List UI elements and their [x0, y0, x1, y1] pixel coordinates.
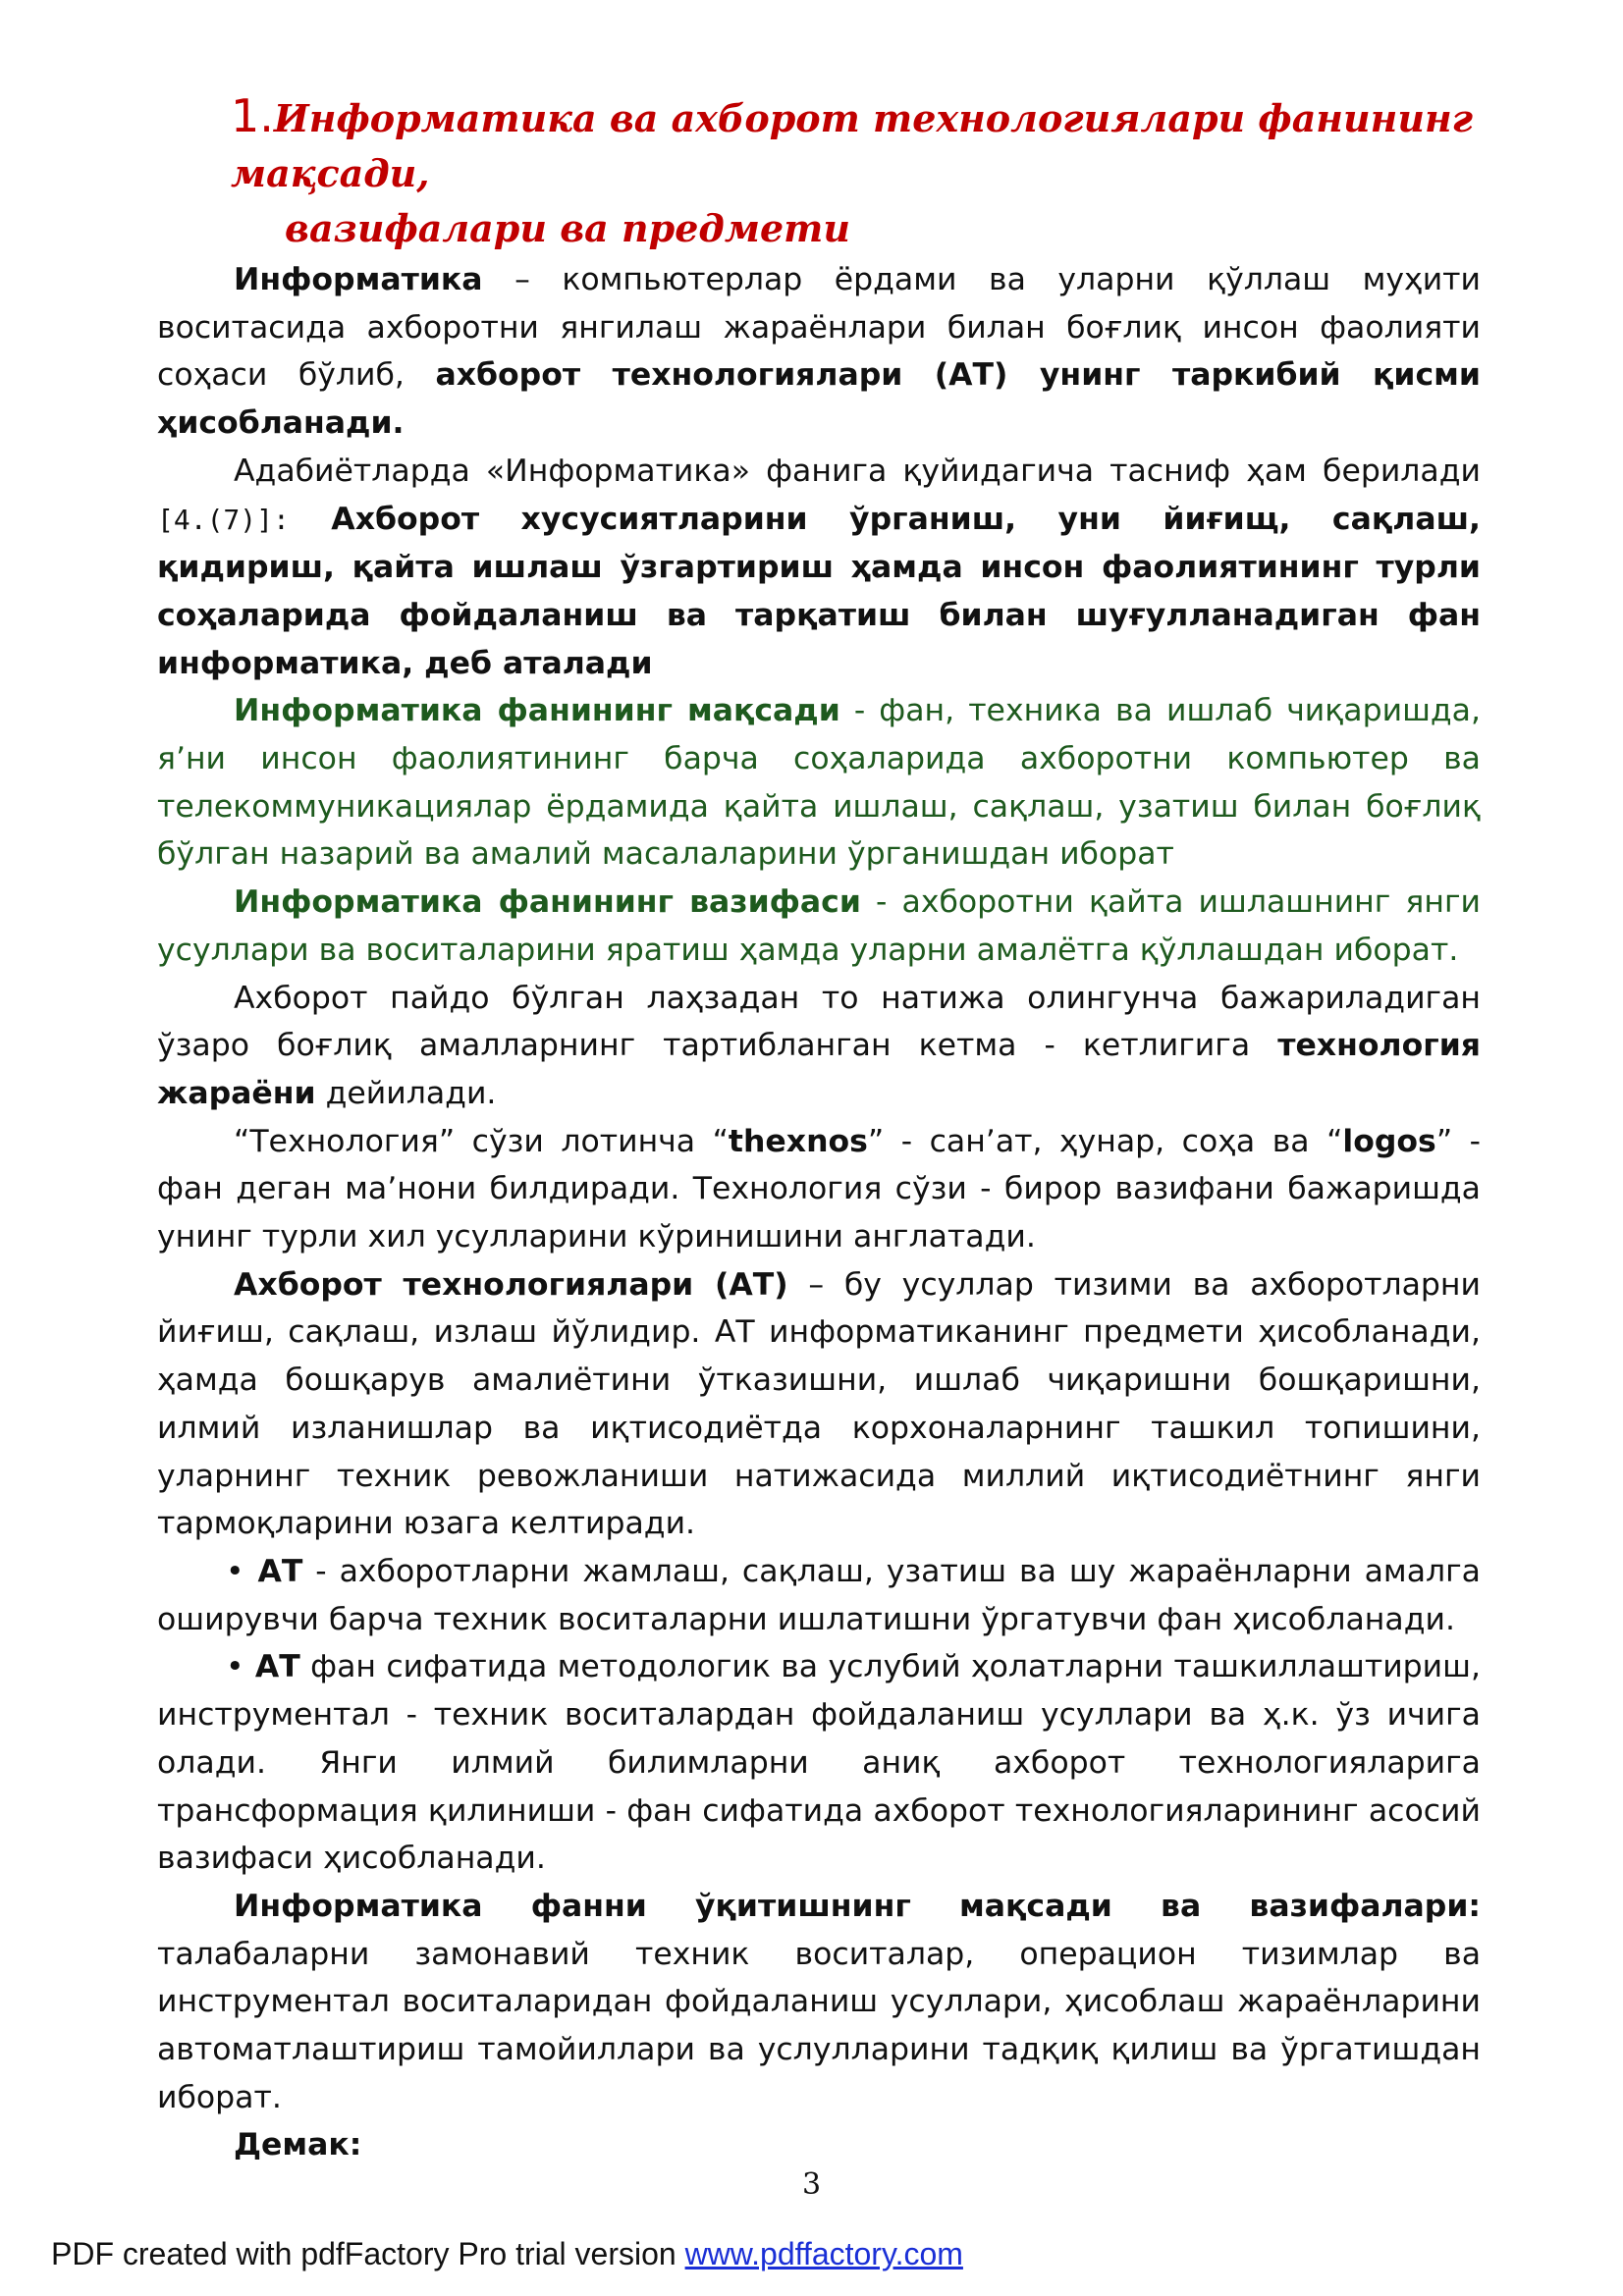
bullet-item-2: [157, 1643, 1481, 1883]
text: - ахборотларни жамлаш, сақлаш, узатиш ва шу жараёнларни амалга оширувчи барча техник воситаларни ишлатишни ўргатувчи фан ҳисобланади.: [157, 1553, 1481, 1637]
section-heading: [157, 88, 1481, 256]
heading-line-2: вазифалари ва предмети: [285, 206, 850, 250]
term-informatika: Информатика: [234, 262, 483, 297]
term-it: Ахборот технологиялари (АТ): [234, 1266, 788, 1303]
text: Адабиётларда «Информатика» фанига қуйидагича тасниф ҳам берилади: [234, 453, 1481, 489]
paragraph-process: [157, 975, 1481, 1118]
heading-line-1: [157, 88, 1481, 201]
text: – компьютерлар ёрдами ва уларни қўллаш муҳити воситасида ахборотни янгилаш жараёнлари билан боғлиқ инсон фаолияти соҳаси бўлиб,: [157, 262, 1481, 394]
bold-text: ахборот технологиялари (АТ) унинг таркибий қисми ҳисобланади.: [157, 357, 1481, 442]
paragraph-goal: [157, 687, 1481, 879]
bullet-item-1: [157, 1548, 1481, 1643]
text: фан сифатида методологик ва услубий ҳолатларни ташкиллаштириш, инструментал - техник воситалардан фойдаланиш усуллари ва ҳ.к. ўз ичига олади. Янги илмий билимларни аниқ ахборот технологияларига трансформация қилиниши - фан сифатида ахборот технологияларининг асосий вазифаси ҳисобланади.: [157, 1649, 1481, 1877]
page-number: 3: [801, 2167, 822, 2202]
text: ” - фан деган ма’нони билдиради. Технология сўзи - бирор вазифани бажаришда унинг турли хил усулларини кўринишини англатади.: [157, 1123, 1482, 1255]
text: талабаларни замонавий техник воситалар, операцион тизимлар ва инструментал воситаларидан фойдаланиш усуллари, ҳисоблаш жараёнларини автоматлаштириш тамойиллари ва услулларини тадқиқ қилиш ва ўргатишдан иборат.: [157, 1936, 1481, 2115]
paragraph-classification: [157, 448, 1481, 688]
paragraph-it: [157, 1261, 1481, 1548]
term-process: технология жараёни: [157, 1028, 1481, 1111]
bullet-icon: •: [226, 1553, 244, 1589]
paragraph-teaching-goals: [157, 1883, 1481, 2122]
heading-number: 1.: [231, 89, 274, 142]
term-conclusion: Демак:: [234, 2127, 362, 2163]
term-task: Информатика фанининг вазифаси: [234, 884, 861, 921]
bold-text: Ахборот хусусиятларини ўрганиш, уни йиғищ, сақлаш, қидириш, қайта ишлаш ўзгартириш ҳамда инсон фаолиятининг турли соҳаларида фойдаланиш ва тарқатиш билан шуғулланадиган фан информатика, деб аталади: [157, 501, 1481, 681]
term-goal: Информатика фанининг мақсади: [234, 693, 840, 729]
document-page: [157, 88, 1481, 2169]
text: – бу усуллар тизими ва ахборотларни йиғиш, сақлаш, излаш йўлидир. АТ информатиканинг предмети ҳисобланади, ҳамда бошқарув амалиётини ўтказишни, ишлаб чиқаришни бошқаришни, илмий изланишлар ва иқтисодиётда корхоналарнинг ташкил топишини, уларнинг техник ревожланиши натижасида миллий иқтисодиётнинг янги тармоқларини юзага келтиради.: [157, 1266, 1481, 1542]
pdf-footer: [51, 2236, 963, 2272]
text: - фан, техника ва ишлаб чиқаришда, я’ни инсон фаолиятининг барча соҳаларида ахборотни компьютер ва телекоммуникациялар ёрдамида қайта ишлаш, сақлаш, узатиш билан боғлиқ бўлган назарий ва амалий масалаларини ўрганишдан иборат: [157, 693, 1481, 873]
term-teaching-goals: Информатика фанни ўқитишнинг мақсади ва вазифалари:: [234, 1888, 1481, 1924]
footer-text: PDF created with pdfFactory Pro trial version: [51, 2236, 685, 2271]
text: - ахборотни қайта ишлашнинг янги усуллари ва воситаларини яратиш ҳамда уларни амалётга қўллашдан иборат.: [157, 884, 1482, 968]
bullet-icon: •: [226, 1649, 244, 1685]
heading-text-1: Информатика ва ахборот технологиялари фанининг мақсади,: [231, 96, 1474, 195]
bold-text: АТ: [243, 1649, 300, 1685]
text: дейилади.: [315, 1075, 497, 1111]
paragraph-definition: [157, 256, 1481, 448]
text: “Технология” сўзи лотинча “: [234, 1123, 729, 1159]
reference: [4.(7)]:: [157, 503, 290, 536]
text: ” - сан’ат, ҳунар, соҳа ва “: [867, 1123, 1343, 1159]
word-thexnos: thexnos: [728, 1123, 868, 1159]
text: Ахборот пайдо бўлган лаҳзадан то натижа олингунча бажариладиган ўзаро боғлиқ амалларнинг тартибланган кетма - кетлигига: [157, 980, 1481, 1064]
paragraph-etymology: [157, 1118, 1481, 1261]
paragraph-task: [157, 879, 1481, 974]
paragraph-conclusion: [157, 2121, 1481, 2169]
word-logos: logos: [1342, 1123, 1436, 1159]
bold-text: АТ: [243, 1553, 303, 1589]
footer-link[interactable]: www.pdffactory.com: [684, 2236, 963, 2271]
